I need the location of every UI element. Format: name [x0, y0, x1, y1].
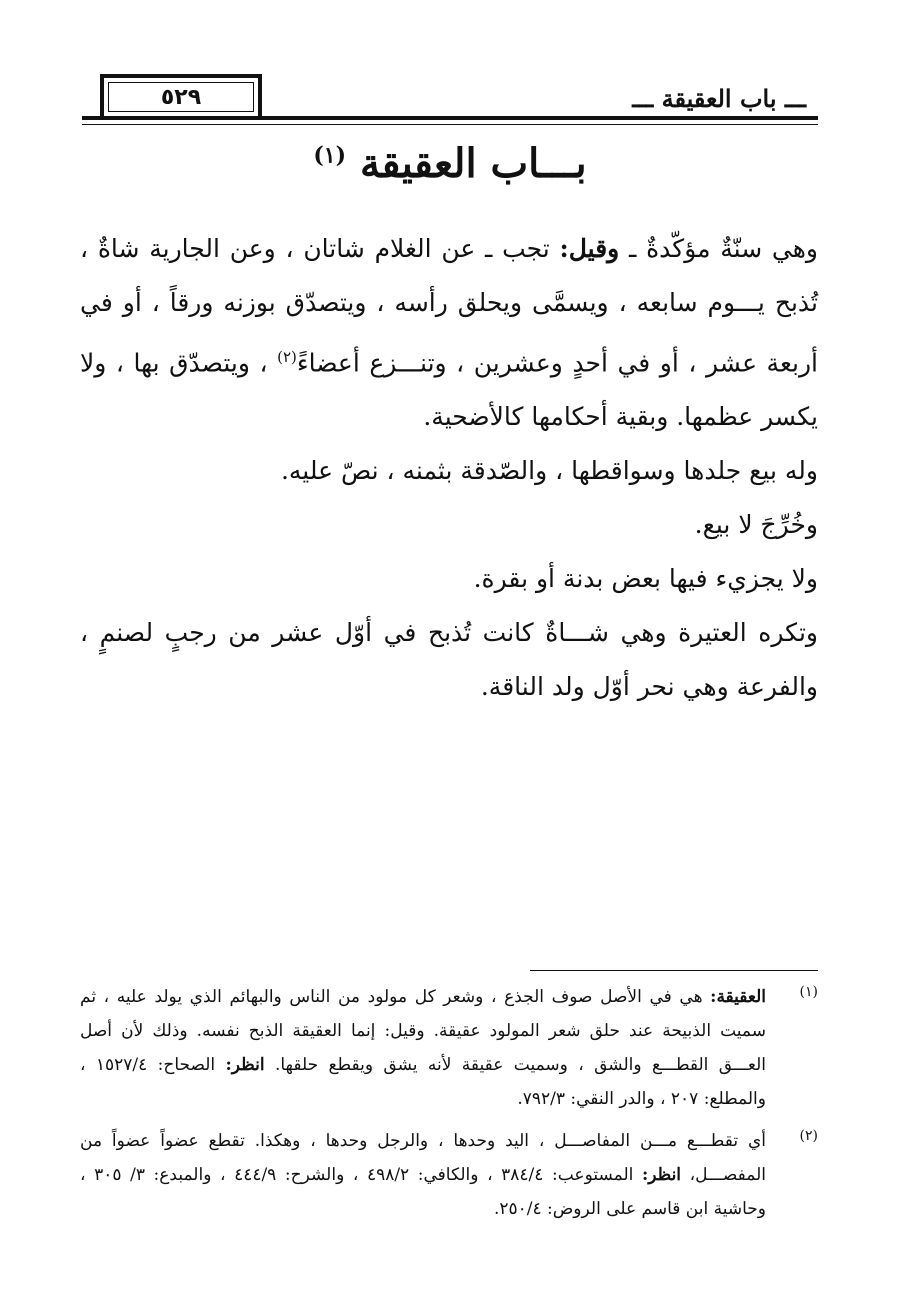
- paragraph-1: [80, 222, 818, 444]
- footnote-separator: [530, 970, 818, 971]
- chapter-footnote-ref: (١): [313, 142, 347, 169]
- footnote-refs: الصحاح: ١٥٢٧/٤ ، والمطلع: ٢٠٧ ، والدر النقي: ٧٩٢/٣.: [80, 1055, 766, 1109]
- chapter-title: [82, 140, 818, 187]
- chapter-title-text: بـــاب العقيقة: [359, 140, 587, 187]
- header-rule-thin: [82, 124, 818, 125]
- footnotes: [80, 980, 818, 1234]
- paragraph-5: وتكره العتيرة وهي شـــاةٌ كانت تُذبح في أوّل عشر من رجبٍ لصنمٍ ، والفرعة وهي نحر أوّل ولد الناقة.: [80, 618, 818, 702]
- running-title: ـــ باب العقيقة ـــ: [632, 84, 806, 113]
- page-number: ٥٢٩: [160, 84, 202, 110]
- p1-middle: تجب ـ عن الغلام شاتان ، وعن الجارية شاةٌ ، تُذبح يـــوم سابعه ، ويسمَّى ويحلق رأسه ، ويتصدّق بوزنه ورقاً ، أو في أربعة عشر ، أو في أحدٍ وعشرين ، وتنـــزع أعضاءً: [80, 234, 818, 378]
- footnote-refs: المستوعب: ٣٨٤/٤ ، والكافي: ٤٩٨/٢ ، والشرح: ٤٤٤/٩ ، والمبدع: ٣/ ٣٠٥ ، وحاشية ابن قاسم على الروض: ٢٥٠/٤.: [80, 1165, 766, 1219]
- header-rule: [82, 116, 818, 120]
- page-header: [82, 74, 818, 130]
- paragraph-2: وله بيع جلدها وسواقطها ، والصّدقة بثمنه ، نصّ عليه.: [280, 456, 818, 486]
- paragraph-3: وخُرِّجَ لا بيع.: [694, 510, 818, 540]
- body-text: [80, 222, 818, 714]
- footnote-body: هي في الأصل صوف الجذع ، وشعر كل مولود من الناس والبهائم الذي يولد عليه ، ثم سميت الذبيحة عند حلق شعر المولود عقيقة. وقيل: إنما العقيقة الذبح نفسه. وذلك لأن أصل العـــق القطـــع والشق ، وسميت عقيقة لأنه يشق ويقطع حلقها.: [80, 987, 767, 1075]
- footnote-number: (١): [799, 984, 818, 1000]
- footnote-2: [80, 1124, 818, 1226]
- page-number-box: [100, 74, 262, 120]
- p1-start: وهي سنّةٌ مؤكّدةٌ ـ: [619, 234, 818, 263]
- p1-footnote-ref: (٢): [277, 348, 297, 366]
- footnote-see-label: انظر:: [225, 1055, 265, 1075]
- footnote-text: [80, 980, 766, 1116]
- footnote-see-label: انظر:: [641, 1165, 682, 1185]
- footnote-text: [80, 1124, 766, 1226]
- footnote-term: العقيقة:: [710, 987, 766, 1007]
- p1-bold-term: وقيل:: [559, 234, 620, 263]
- footnote-number: (٢): [799, 1128, 818, 1144]
- footnote-body: أي تقطـــع مـــن المفاصـــل ، اليد وحدها ، والرجل وحدها ، وهكذا. تقطع عضواً عضواً من المفصـــل،: [80, 1131, 766, 1185]
- footnote-1: [80, 980, 818, 1116]
- p1-end: ، ويتصدّق بها ، ولا يكسر عظمها. وبقية أحكامها كالأضحية.: [80, 348, 818, 432]
- paragraph-4: ولا يجزيء فيها بعض بدنة أو بقرة.: [473, 564, 818, 594]
